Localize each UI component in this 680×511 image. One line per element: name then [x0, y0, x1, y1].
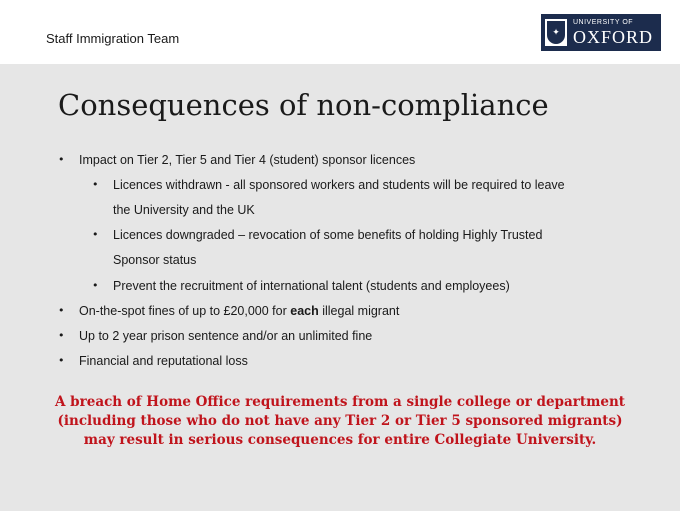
crest-icon: ✦ [545, 19, 567, 46]
sub-bullet-withdrawn-cont: the University and the UK [113, 203, 255, 217]
bullet-item-fines: On-the-spot fines of up to £20,000 for each illegal migrant [79, 304, 400, 318]
bullet-item-loss: Financial and reputational loss [79, 354, 248, 368]
bullet-dot: • [92, 228, 99, 241]
team-name: Staff Immigration Team [46, 31, 180, 46]
callout-line-1: A breach of Home Office requirements from a single college or department [55, 394, 625, 410]
logo-university-of: UNIVERSITY OF [573, 19, 634, 26]
slide-title: Consequences of non-compliance [58, 88, 549, 122]
bullet-item-impact: Impact on Tier 2, Tier 5 and Tier 4 (student) sponsor licences [79, 153, 416, 167]
slide-header [0, 0, 680, 64]
university-logo [541, 14, 661, 51]
bullet-dot: • [58, 329, 65, 342]
bullet-dot: • [92, 279, 99, 292]
bullet-item-prison: Up to 2 year prison sentence and/or an unlimited fine [79, 329, 373, 343]
bullet-dot: • [58, 354, 65, 367]
sub-bullet-recruitment: Prevent the recruitment of international talent (students and employees) [113, 279, 510, 293]
bullet-dot: • [58, 304, 65, 317]
callout-line-3: may result in serious consequences for entire Collegiate University. [83, 432, 597, 448]
callout-line-2: (including those who do not have any Tier 2 or Tier 5 sponsored migrants) [57, 413, 623, 429]
sub-bullet-downgraded: Licences downgraded – revocation of some benefits of holding Highly Trusted [113, 228, 543, 242]
sub-bullet-downgraded-cont: Sponsor status [113, 253, 197, 267]
bullet-dot: • [58, 153, 65, 166]
logo-oxford: OXFORD [573, 27, 654, 47]
bullet-dot: • [92, 178, 99, 191]
sub-bullet-withdrawn: Licences withdrawn - all sponsored workers and students will be required to leave [113, 178, 565, 192]
warning-callout [40, 393, 640, 450]
